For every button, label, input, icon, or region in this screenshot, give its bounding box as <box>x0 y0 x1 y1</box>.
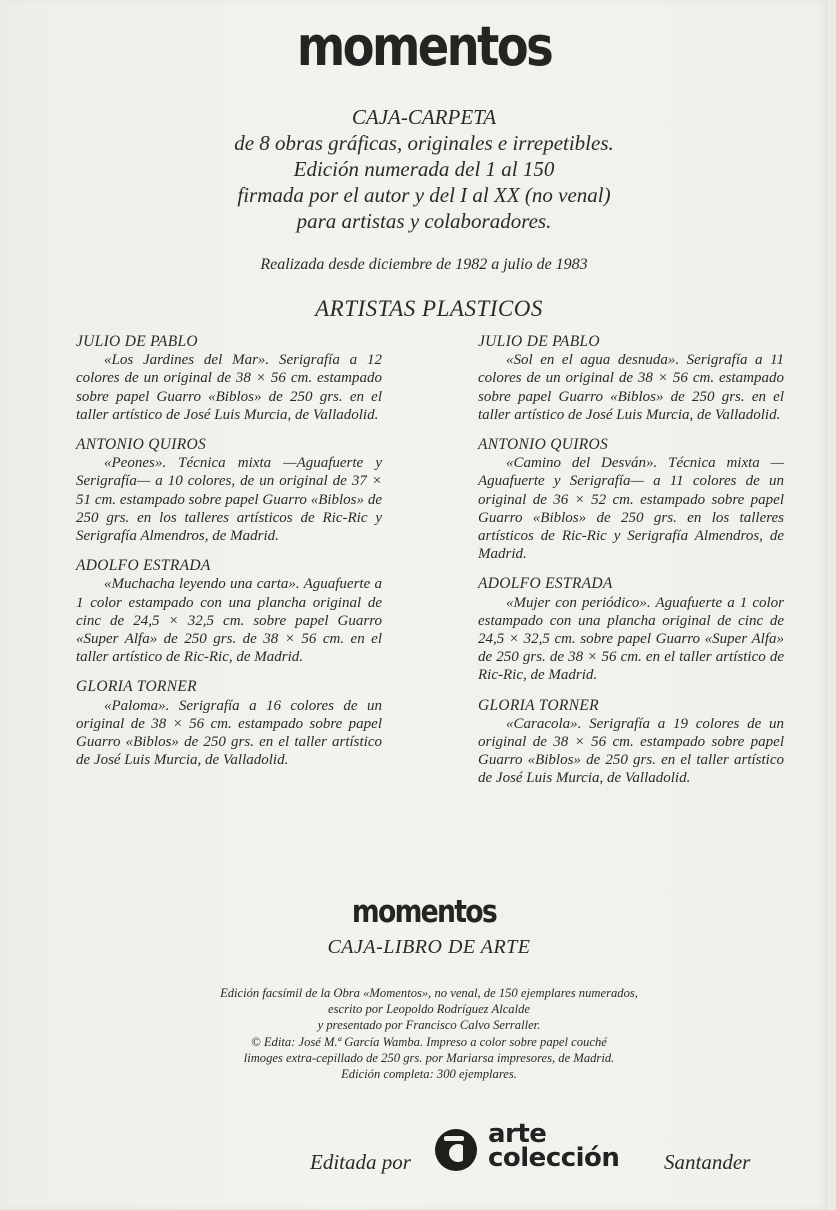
artwork-description: «Muchacha leyendo una carta». Aguafuerte a 1 color estampado con una plancha original de cinc de 24,5 × 32,5 cm. sobre papel Guarro «Super Alfa» de 250 grs. de 38 × 56 cm. en el taller artístico de Ric-Ric, de Madrid. <box>76 576 382 666</box>
brand-footer-title: momentos <box>351 894 497 930</box>
intro-line: firmada por el autor y del I al XX (no venal) <box>237 183 611 207</box>
arte-coleccion-logo-icon <box>434 1128 478 1172</box>
artwork-description: «Caracola». Serigrafía a 19 colores de un original de 38 × 56 cm. estampado sobre papel Guarro «Biblos» de 250 grs. en el taller artístico de José Luis Murcia, de Valladolid. <box>478 715 784 787</box>
intro-line: CAJA-CARPETA <box>351 105 497 129</box>
colophon-line: © Edita: José M.ª García Wamba. Impreso a color sobre papel couché <box>251 1034 607 1049</box>
left-column <box>76 333 382 781</box>
logo-text-line: arte <box>488 1119 547 1149</box>
intro-line: para artistas y colaboradores. <box>296 209 552 233</box>
colophon-line: escrito por Leopoldo Rodríguez Alcalde <box>328 1002 530 1017</box>
colophon-line: Edición completa: 300 ejemplares. <box>341 1067 517 1082</box>
intro-line: Edición numerada del 1 al 150 <box>293 157 555 181</box>
right-column <box>478 333 784 800</box>
artwork-entry <box>478 436 784 563</box>
section-heading: ARTISTAS PLASTICOS <box>315 296 543 321</box>
artwork-entry <box>76 557 382 666</box>
paper-sheet <box>6 0 828 1210</box>
logo-text-line: colección <box>488 1143 620 1173</box>
colophon-line: y presentado por Francisco Calvo Serraller. <box>317 1018 541 1033</box>
artwork-entry <box>478 333 784 424</box>
artwork-description: «Los Jardines del Mar». Serigrafía a 12 colores de un original de 38 × 56 cm. estampado sobre papel Guarro «Biblos» de 250 grs. en el taller artístico de José Luis Murcia, de Valladolid. <box>76 352 382 423</box>
artwork-description: «Camino del Desván». Técnica mixta —Aguafuerte y Serigrafía— a 11 colores de un original de 36 × 52 cm. estampado sobre papel Guarro «Biblos» de 250 grs. en los talleres artísticos de Ric-Ric y Serigrafía Almendros, de Madrid. <box>478 455 784 563</box>
artwork-entry <box>76 436 382 545</box>
artist-name: JULIO DE PABLO <box>478 333 600 350</box>
footer-subtitle: CAJA-LIBRO DE ARTE <box>327 936 531 958</box>
artwork-description: «Sol en el agua desnuda». Serigrafía a 11 colores de un original de 38 × 56 cm. estampado sobre papel Guarro «Biblos» de 250 grs. en el taller artístico de José Luis Murcia, de Valladolid. <box>478 352 784 423</box>
publisher-city: Santander <box>664 1150 751 1174</box>
artwork-description: «Peones». Técnica mixta —Aguafuerte y Serigrafía— a 10 colores, de un original de 37 × 51 cm. estampado sobre papel Guarro «Biblos» de 250 grs. en los talleres artísticos de Ric-Ric y Serigrafía Almendros, de Madrid. <box>76 455 382 545</box>
publisher-line <box>306 1119 776 1182</box>
date-range-note: Realizada desde diciembre de 1982 a julio de 1983 <box>260 256 588 273</box>
artwork-entry <box>478 575 784 684</box>
colophon <box>6 985 836 1082</box>
artist-name: ANTONIO QUIROS <box>76 436 207 454</box>
intro-line: de 8 obras gráficas, originales e irrepetibles. <box>234 131 614 155</box>
artwork-entry <box>76 333 382 424</box>
artist-name: GLORIA TORNER <box>478 696 599 714</box>
artwork-description: «Paloma». Serigrafía a 16 colores de un original de 38 × 56 cm. estampado sobre papel Guarro «Biblos» de 250 grs. en el taller artístico de José Luis Murcia, de Valladolid. <box>76 697 382 769</box>
colophon-line: limoges extra-cepillado de 250 grs. por Mariarsa impresores, de Madrid. <box>243 1050 615 1065</box>
publisher-logo-text <box>488 1119 620 1173</box>
intro-block <box>6 104 836 234</box>
artist-name: ANTONIO QUIROS <box>478 436 609 454</box>
brand-title: momentos <box>296 15 552 78</box>
artist-name: JULIO DE PABLO <box>76 333 198 350</box>
artist-name: GLORIA TORNER <box>76 678 197 696</box>
edited-by-label: Editada por <box>310 1150 411 1174</box>
artwork-entry <box>478 697 784 788</box>
artist-name: ADOLFO ESTRADA <box>76 557 211 575</box>
colophon-line: Edición facsímil de la Obra «Momentos», no venal, de 150 ejemplares numerados, <box>220 986 638 1000</box>
artist-name: ADOLFO ESTRADA <box>478 575 613 593</box>
artwork-entry <box>76 678 382 769</box>
artwork-description: «Mujer con periódico». Aguafuerte a 1 color estampado con una plancha original de cinc de 24,5 × 32,5 cm. sobre papel Guarro «Super Alfa» de 250 grs. de 38 × 56 cm. en el taller artístico de Ric-Ric, de Madrid. <box>478 594 784 684</box>
